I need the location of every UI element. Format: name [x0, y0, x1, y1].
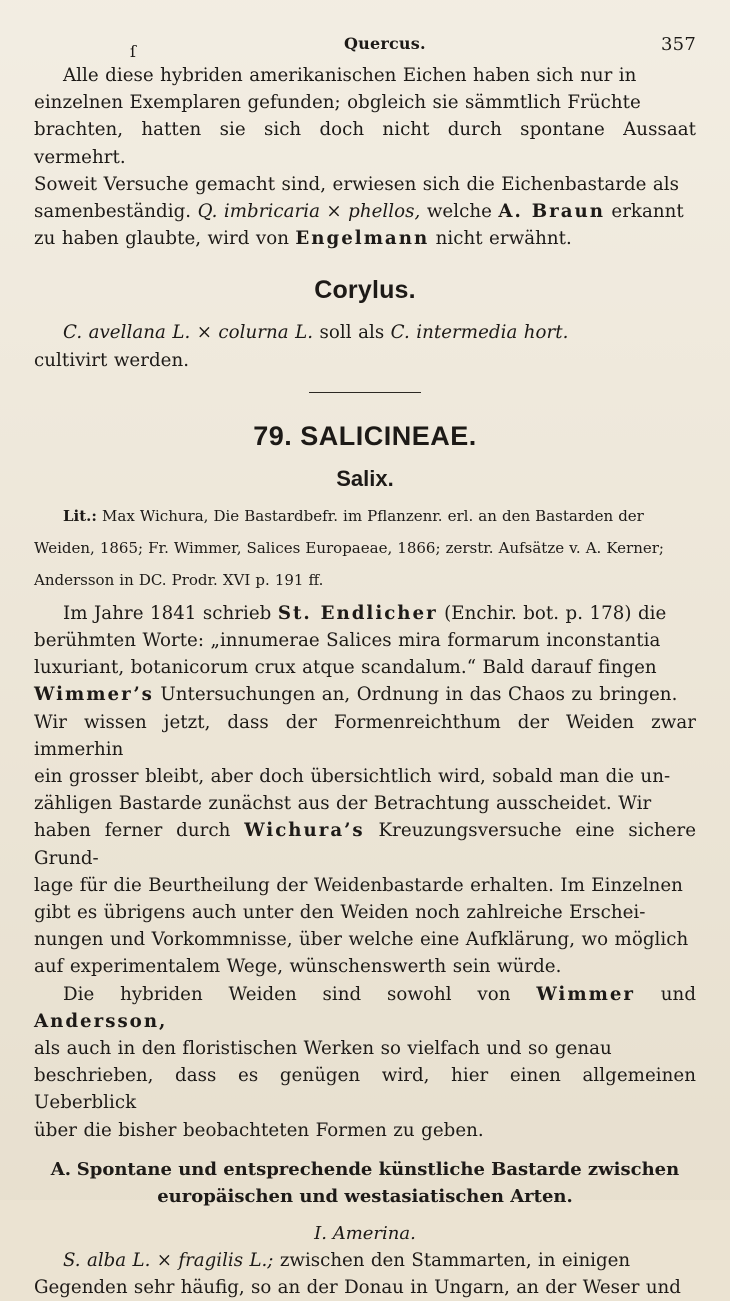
salix-line-1-a: Im Jahre 1841 schrieb [63, 602, 272, 624]
literature-block [34, 504, 696, 592]
salix-line [34, 709, 696, 763]
salix-line-7: zähligen Bastarde zunächst aus der Betrachtung ausscheidet. Wir [34, 793, 652, 815]
subsection-text-2: europäischen und westasiatischen Arten. [157, 1185, 573, 1207]
salix-line-1-b: St. Endlicher [277, 602, 438, 624]
subsection-text-1: Spontane und entsprechende künstliche Bastarde zwischen [76, 1158, 680, 1180]
intro-line [34, 62, 696, 89]
corylus-heading: Corylus. [314, 276, 416, 305]
family-heading: 79. SALICINEAE. [253, 420, 477, 451]
corylus-phrase: soll als [319, 322, 385, 344]
running-title: Quercus. [344, 34, 426, 53]
salix-line [34, 627, 696, 654]
salix-line-1-c: (Enchir. bot. p. 178) die [444, 602, 667, 624]
intro-line [34, 225, 696, 252]
corylus-species: C. avellana L. × colurna L. [63, 322, 314, 344]
corylus-line [34, 319, 696, 346]
salix-line [34, 600, 696, 627]
salix-line [34, 817, 696, 871]
final-paragraph [34, 1247, 696, 1301]
salix-p2-line-1-d: Andersson, [34, 1010, 168, 1032]
literature-label: Lit.: [63, 506, 97, 525]
salix-line [34, 654, 696, 681]
salix-line-4-b: Untersuchungen an, Ordnung in das Chaos zu bringen. [160, 684, 678, 706]
salix-line [34, 899, 696, 926]
intro-line [34, 171, 696, 198]
salix-line-6: ein grosser bleibt, aber doch übersichtlich wird, sobald man die un- [34, 766, 671, 788]
salix-line-10: gibt es übrigens auch unter den Weiden noch zahlreiche Erschei- [34, 902, 646, 924]
corylus-paragraph [34, 319, 696, 373]
intro-line-1: Alle diese hybriden amerikanischen Eichen haben sich nur in [63, 65, 637, 86]
corylus-hort: C. intermedia hort. [390, 322, 569, 344]
intro-line [34, 198, 696, 225]
salix-line [34, 681, 696, 708]
salix-line-8-a: haben ferner durch [34, 820, 231, 842]
salix-p2-line-3: beschrieben, dass es genügen wird, hier einen allgemeinen Ueberblick [34, 1065, 696, 1114]
salix-line [34, 872, 696, 899]
final-line-1-rest: zwischen den Stammarten, in einigen [279, 1249, 631, 1271]
salix-line-4-a: Wimmer’s [34, 684, 154, 706]
salix-p2-line-4: über die bisher beobachteten Formen zu geben. [34, 1119, 484, 1141]
salix-line [34, 763, 696, 790]
intro-paragraph [34, 62, 696, 252]
salix-paragraph-1 [34, 600, 696, 981]
running-header [34, 28, 696, 62]
section-divider [309, 392, 421, 393]
corylus-line [34, 347, 696, 374]
intro-line [34, 116, 696, 170]
literature-line-3: Andersson in DC. Prodr. XVI p. 191 ff. [34, 570, 324, 589]
salix-line-9: lage für die Beurtheilung der Weidenbastarde erhalten. Im Einzelnen [34, 874, 683, 896]
literature-line-2: Weiden, 1865; Fr. Wimmer, Salices Europaeae, 1866; zerstr. Aufsätze v. A. Kerner; [34, 538, 664, 557]
intro-line-6-c: nicht erwähnt. [435, 228, 572, 250]
subsection-label: A. [50, 1158, 71, 1180]
salix-line [34, 1062, 696, 1116]
salix-line-5: Wir wissen jetzt, dass der Formenreichthum der Weiden zwar immerhin [34, 711, 696, 760]
salix-line-3: luxuriant, botanicorum crux atque scandalum.“ Bald darauf fingen [34, 657, 657, 679]
salix-line [34, 1035, 696, 1062]
intro-line [34, 89, 696, 116]
salix-line-11: nungen und Vorkommnisse, über welche eine Aufklärung, wo möglich [34, 929, 689, 951]
intro-line-6-b: Engelmann [295, 228, 430, 250]
salix-line [34, 981, 696, 1035]
final-species: S. alba L. × fragilis L.; [63, 1249, 274, 1271]
intro-line-3: brachten, hatten sie sich doch nicht durch spontane Aussaat vermehrt. [34, 119, 696, 168]
literature-line [34, 504, 696, 528]
salix-p2-line-1-c: und [660, 983, 697, 1005]
salix-line-2: berühmten Worte: „innumerae Salices mira formarum inconstantia [34, 630, 661, 652]
intro-line-5-a: samenbeständig. [34, 201, 192, 223]
intro-line-6-a: zu haben glaubte, wird von [34, 228, 289, 250]
literature-line [34, 568, 696, 592]
intro-line-5-c: welche [426, 201, 492, 223]
subsection-heading [34, 1156, 696, 1210]
margin-mark: ſ [130, 42, 137, 61]
salix-p2-line-1-b: Wimmer [536, 983, 635, 1005]
salix-line-8-c: Kreuzungsversuche eine sichere Grund- [34, 820, 697, 869]
subsection-line-1 [34, 1156, 696, 1183]
salix-line-12: auf experimentalem Wege, wünschenswerth sein würde. [34, 956, 562, 978]
page-number: 357 [661, 34, 696, 55]
salix-paragraph-2 [34, 981, 696, 1144]
salix-line [34, 1117, 696, 1144]
final-line [34, 1274, 696, 1301]
literature-line [34, 536, 696, 560]
salix-line [34, 926, 696, 953]
corylus-line-2: cultivirt werden. [34, 349, 190, 371]
final-line-2: Gegenden sehr häufig, so an der Donau in Ungarn, an der Weser und [34, 1277, 681, 1299]
intro-line-5-b: Q. imbricaria × phellos, [197, 201, 421, 223]
salix-p2-line-2: als auch in den floristischen Werken so vielfach und so genau [34, 1038, 612, 1060]
genus-heading: Salix. [336, 465, 394, 491]
intro-line-5-d: A. Braun [498, 201, 605, 223]
salix-p2-line-1-a: Die hybriden Weiden sind sowohl von [63, 983, 511, 1005]
intro-line-5-e: erkannt [611, 201, 684, 223]
salix-line-8-b: Wichura’s [244, 820, 365, 842]
final-line [34, 1247, 696, 1274]
intro-line-2: einzelnen Exemplaren gefunden; obgleich sie sämmtlich Früchte [34, 92, 641, 114]
salix-line [34, 790, 696, 817]
group-heading: I. Amerina. [314, 1222, 416, 1244]
literature-line-1: Max Wichura, Die Bastardbefr. im Pflanzenr. erl. an den Bastarden der [102, 506, 644, 525]
salix-line [34, 953, 696, 980]
intro-line-4: Soweit Versuche gemacht sind, erwiesen sich die Eichenbastarde als [34, 173, 680, 195]
